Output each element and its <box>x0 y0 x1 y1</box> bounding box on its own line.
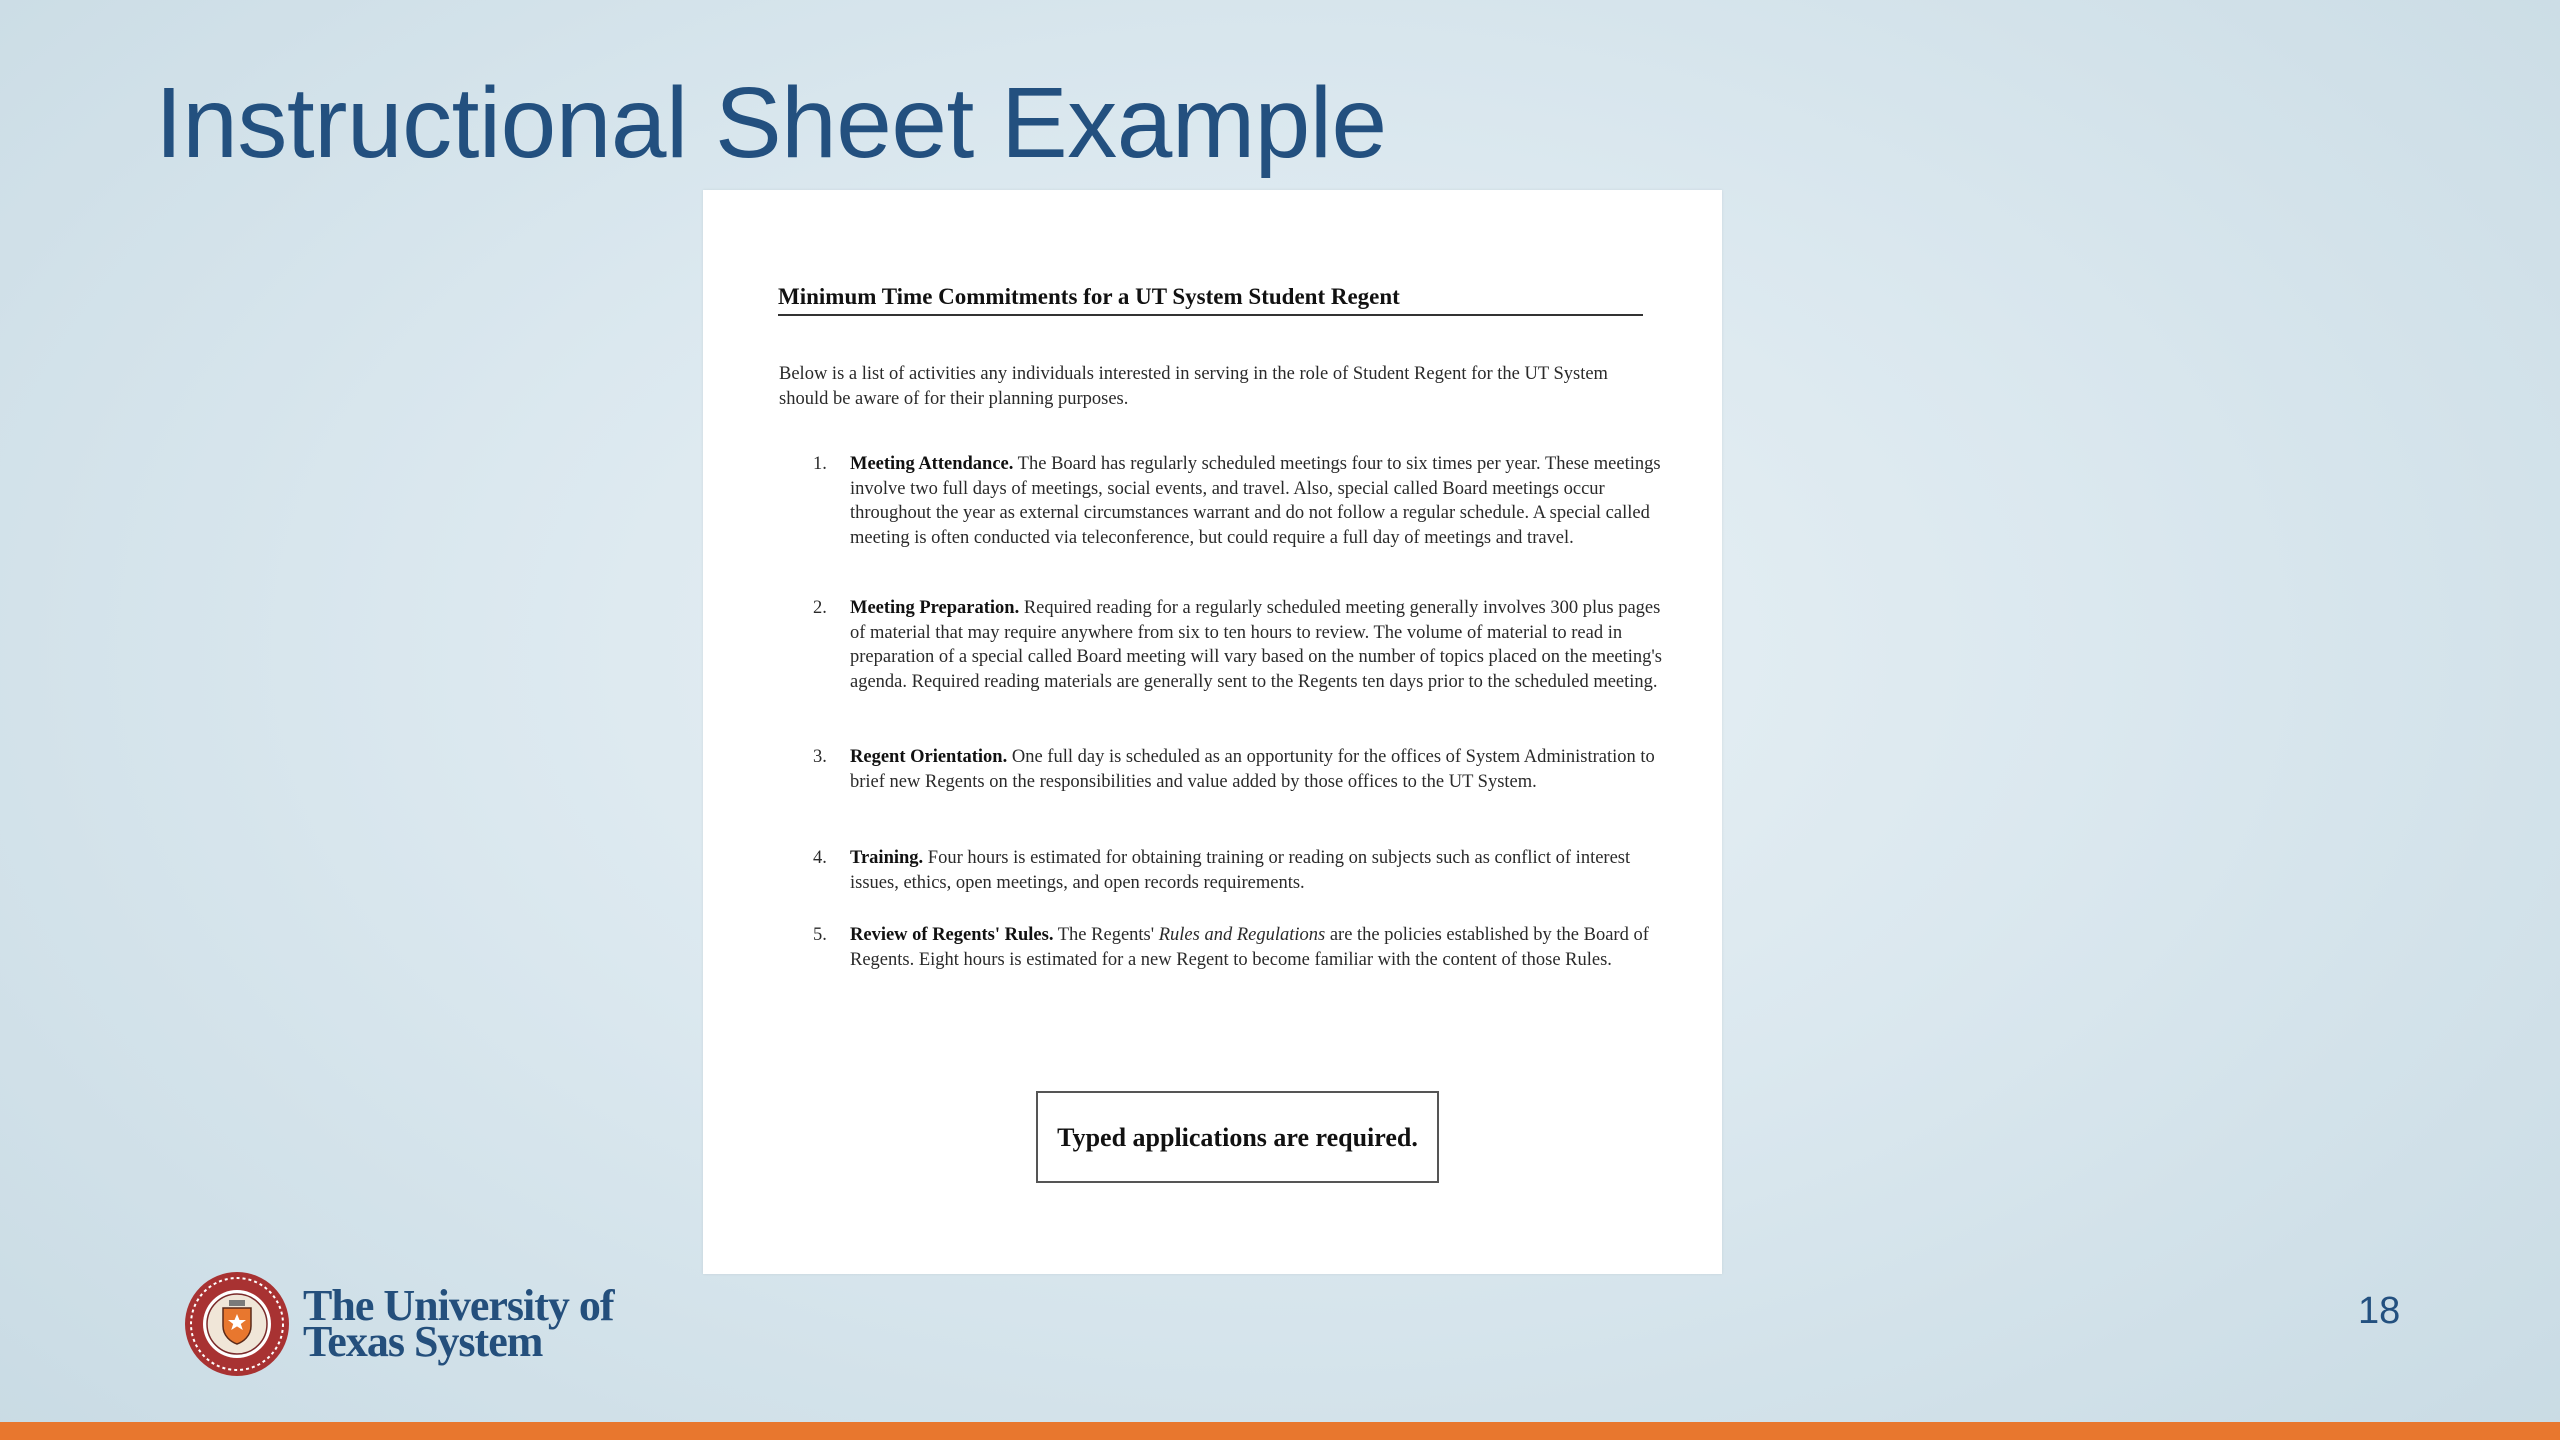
item-text: Required reading for a regularly scheduled meeting generally involves 300 plus pages of material that may require anywhere from six to ten hours to review. The volume of material to read in preparation of a special called Board meeting will vary based on the number of topics placed on the meeting's agenda. Required reading materials are generally sent to the Regents ten days prior to the scheduled meeting. <box>850 598 1662 692</box>
item-title: Meeting Preparation. <box>850 598 1020 618</box>
typed-applications-notice: Typed applications are required. <box>1036 1091 1439 1183</box>
footer-accent-bar <box>0 1422 2560 1440</box>
item-number: 4. <box>813 848 827 868</box>
document-intro: Below is a list of activities any individuals interested in serving in the role of Student Regent for the UT System should be aware of for their planning purposes. <box>779 364 1608 409</box>
university-logo <box>183 1270 614 1378</box>
list-item <box>813 452 1663 550</box>
item-text: The Board has regularly scheduled meetings four to six times per year. These meetings involve two full days of meetings, social events, and travel. Also, special called Board meetings occur throughout the year as external circumstances warrant and do not follow a regular schedule. A special called meeting is often conducted via teleconference, but could require a full day of meetings and travel. <box>850 454 1661 548</box>
list-item <box>813 923 1663 972</box>
item-title: Review of Regents' Rules. <box>850 925 1054 945</box>
logo-line-1: The University of <box>303 1281 614 1330</box>
item-title: Meeting Attendance. <box>850 454 1014 474</box>
item-title: Regent Orientation. <box>850 747 1008 767</box>
item-text-italic: Rules and Regulations <box>1158 925 1326 945</box>
slide-title: Instructional Sheet Example <box>155 67 1387 179</box>
university-seal-icon <box>183 1270 291 1378</box>
list-item <box>813 596 1663 694</box>
item-text-after: are the policies established by the Board of Regents. Eight hours is estimated for a new Regent to become familiar with the content of those Rules. <box>850 925 1649 970</box>
list-item <box>813 846 1663 895</box>
logo-line-2: Texas System <box>303 1317 543 1366</box>
item-text-before: The Regents' <box>1053 925 1159 945</box>
instruction-sheet-image <box>703 190 1722 1274</box>
item-number: 3. <box>813 747 827 767</box>
list-item <box>813 745 1663 794</box>
item-text: Four hours is estimated for obtaining training or reading on subjects such as conflict of interest issues, ethics, open meetings, and open records requirements. <box>850 848 1631 893</box>
document-heading: Minimum Time Commitments for a UT System Student Regent <box>778 284 1643 316</box>
item-text: One full day is scheduled as an opportunity for the offices of System Administration to brief new Regents on the responsibilities and value added by those offices to the UT System. <box>850 747 1655 792</box>
item-number: 2. <box>813 598 827 618</box>
item-number: 1. <box>813 454 827 474</box>
page-number: 18 <box>2358 1290 2401 1332</box>
item-title: Training. <box>850 848 924 868</box>
item-number: 5. <box>813 925 827 945</box>
